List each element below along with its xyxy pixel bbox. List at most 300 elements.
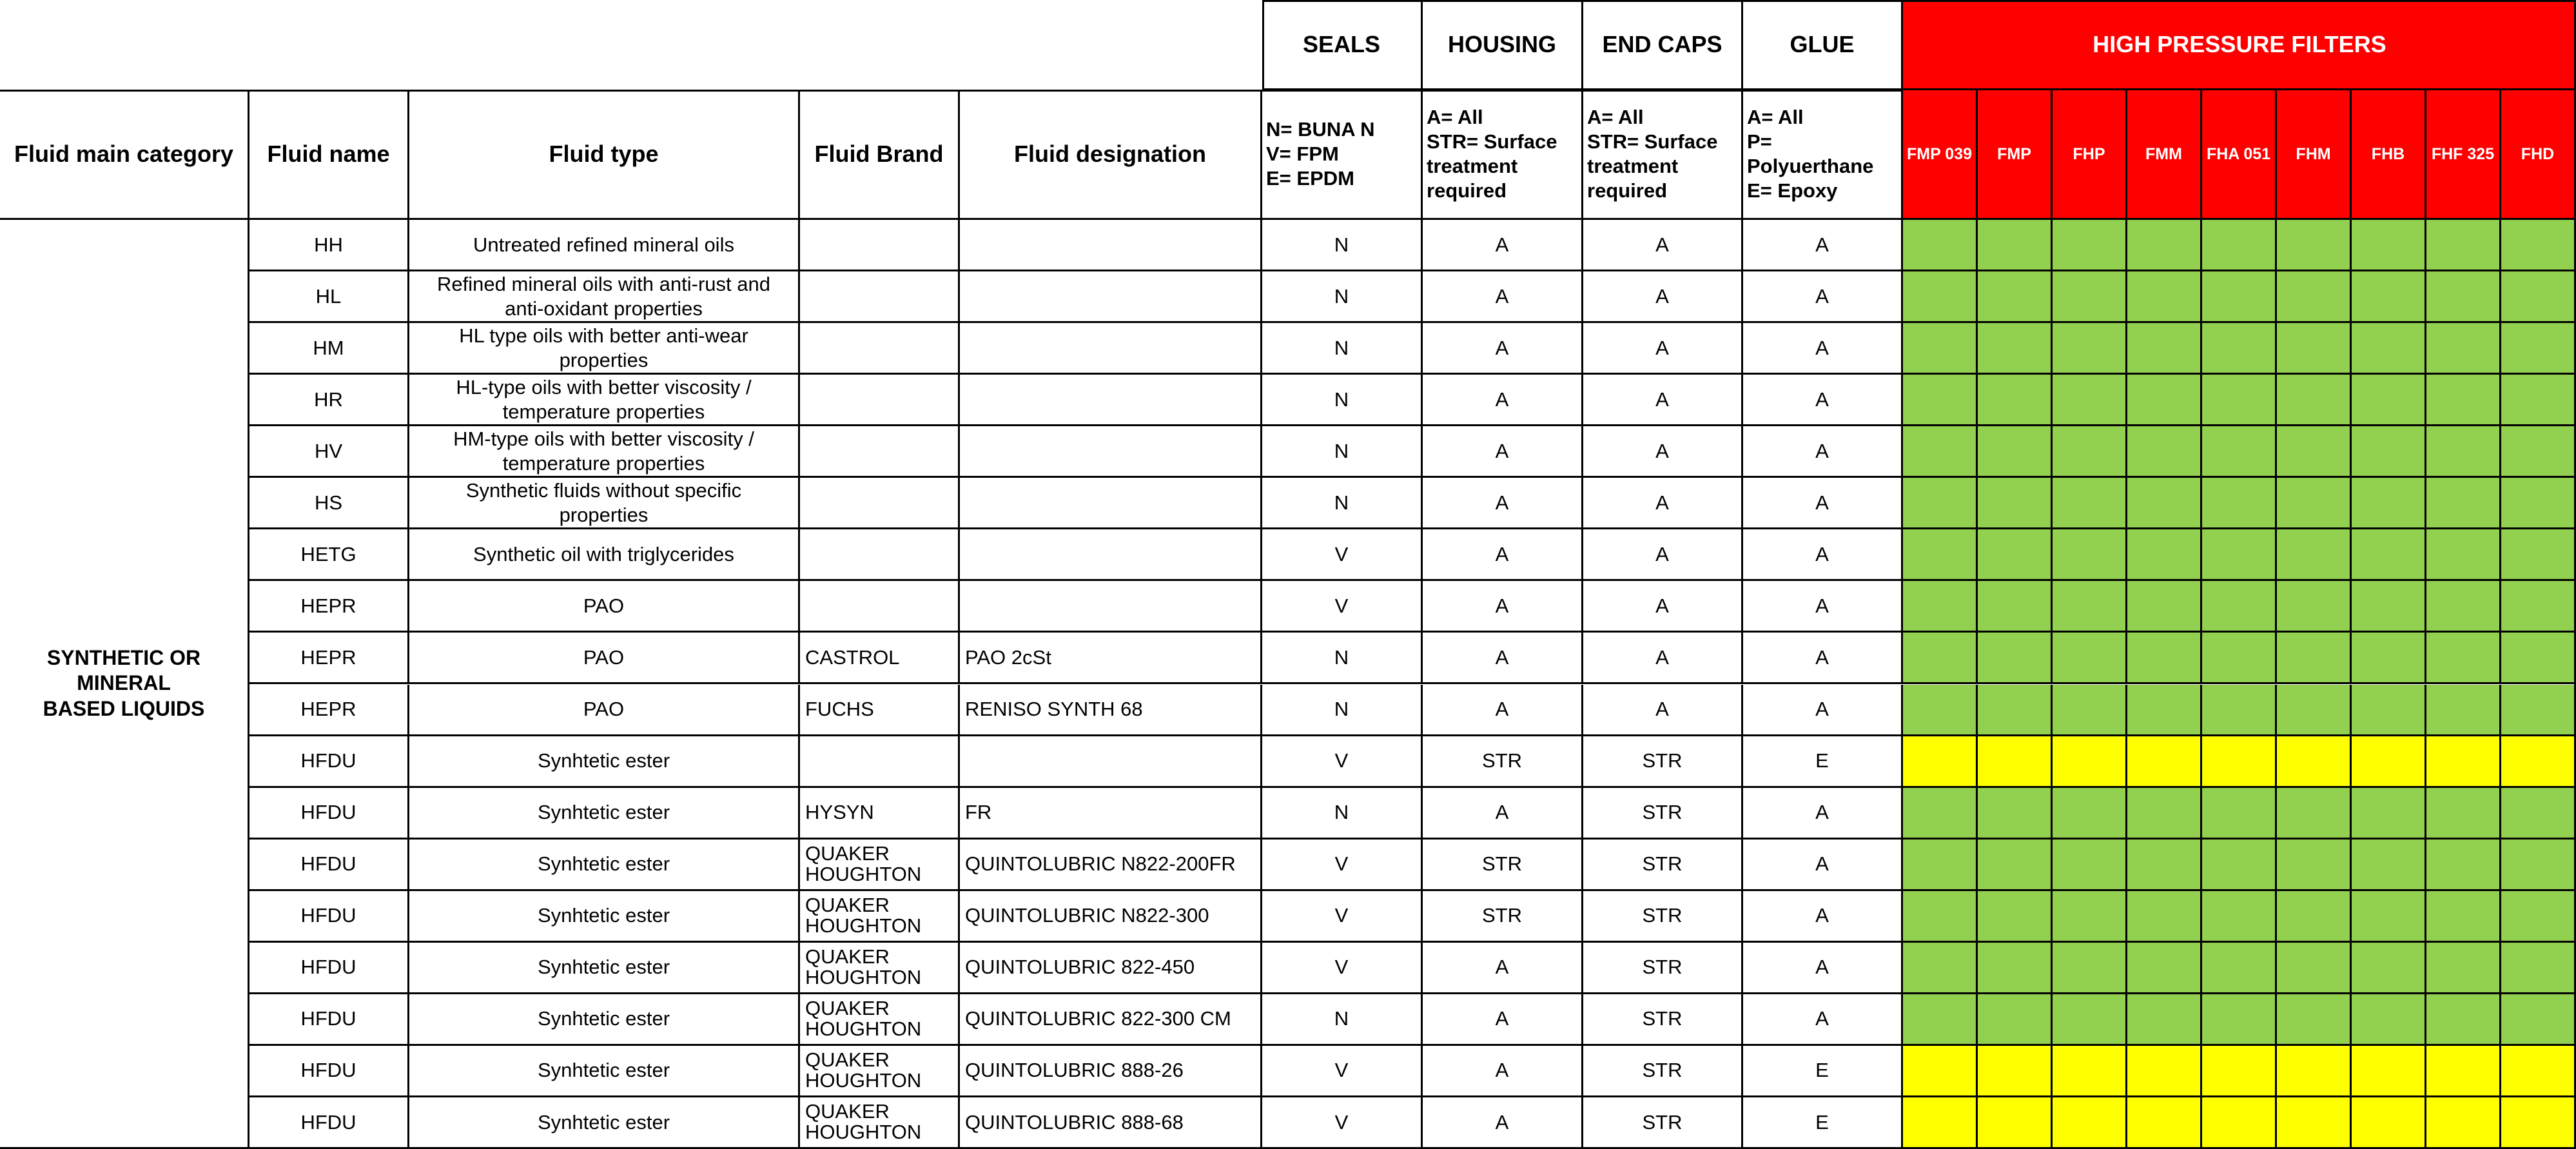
- compatibility-swatch: [2501, 323, 2576, 375]
- compatibility-swatch: [1978, 840, 2053, 891]
- compatibility-swatch: [2127, 736, 2202, 788]
- glue-cell: A: [1743, 994, 1903, 1046]
- fluid-designation-cell: QUINTOLUBRIC N822-300: [960, 891, 1262, 943]
- compatibility-swatch: [2053, 581, 2127, 633]
- end-caps-cell: STR: [1583, 994, 1743, 1046]
- compatibility-swatch: [2352, 478, 2426, 529]
- compatibility-swatch: [2053, 323, 2127, 375]
- fluid-brand-cell: QUAKER HOUGHTON: [800, 840, 960, 891]
- fluid-designation-cell: [960, 736, 1262, 788]
- compatibility-swatch: [2127, 788, 2202, 840]
- compatibility-swatch: [2127, 994, 2202, 1046]
- compatibility-swatch: [1978, 736, 2053, 788]
- compatibility-swatch: [2053, 633, 2127, 684]
- seals-cell: V: [1262, 891, 1423, 943]
- compatibility-swatch: [2277, 891, 2352, 943]
- end-caps-cell: STR: [1583, 1097, 1743, 1149]
- compatibility-swatch: [2352, 994, 2426, 1046]
- seals-header: SEALS: [1262, 0, 1423, 90]
- fluid-designation-cell: [960, 478, 1262, 529]
- seals-cell: N: [1262, 375, 1423, 426]
- compatibility-swatch: [2202, 529, 2277, 581]
- compatibility-swatch: [2352, 375, 2426, 426]
- housing-cell: A: [1423, 426, 1583, 478]
- compatibility-swatch: [1978, 478, 2053, 529]
- compatibility-swatch: [2277, 633, 2352, 684]
- seals-cell: N: [1262, 788, 1423, 840]
- compatibility-swatch: [2352, 581, 2426, 633]
- fluid-type-cell: Refined mineral oils with anti-rust and anti-oxidant properties: [409, 271, 800, 323]
- compatibility-swatch: [1978, 943, 2053, 994]
- compatibility-swatch: [2426, 375, 2501, 426]
- glue-cell: A: [1743, 375, 1903, 426]
- compatibility-swatch: [2352, 633, 2426, 684]
- compatibility-swatch: [2352, 788, 2426, 840]
- fluid-name-cell: HEPR: [249, 633, 409, 684]
- compatibility-swatch: [1903, 426, 1978, 478]
- compatibility-swatch: [2277, 788, 2352, 840]
- filter-header-fmp-039: FMP 039: [1903, 90, 1978, 220]
- compatibility-swatch: [1978, 581, 2053, 633]
- fluid-type-cell: Synhtetic ester: [409, 891, 800, 943]
- compatibility-swatch: [2277, 736, 2352, 788]
- compatibility-swatch: [2053, 529, 2127, 581]
- compatibility-swatch: [2426, 788, 2501, 840]
- fluid-designation-cell: [960, 220, 1262, 271]
- seals-cell: V: [1262, 943, 1423, 994]
- col-header-fluid-type: Fluid type: [409, 90, 800, 220]
- fluid-designation-cell: [960, 375, 1262, 426]
- housing-cell: A: [1423, 581, 1583, 633]
- compatibility-swatch: [2352, 1046, 2426, 1097]
- seals-cell: N: [1262, 220, 1423, 271]
- end-caps-cell: A: [1583, 375, 1743, 426]
- compatibility-swatch: [2426, 943, 2501, 994]
- filter-header-fmm: FMM: [2127, 90, 2202, 220]
- compatibility-swatch: [2127, 478, 2202, 529]
- fluid-designation-cell: PAO 2cSt: [960, 633, 1262, 684]
- compatibility-swatch: [2501, 943, 2576, 994]
- compatibility-swatch: [2053, 478, 2127, 529]
- compatibility-swatch: [1903, 529, 1978, 581]
- compatibility-swatch: [2127, 220, 2202, 271]
- housing-cell: A: [1423, 788, 1583, 840]
- compatibility-swatch: [2426, 840, 2501, 891]
- compatibility-swatch: [2277, 426, 2352, 478]
- compatibility-swatch: [1903, 891, 1978, 943]
- compatibility-swatch: [2127, 1097, 2202, 1149]
- end-caps-cell: STR: [1583, 840, 1743, 891]
- fluid-designation-cell: RENISO SYNTH 68: [960, 685, 1262, 736]
- compatibility-swatch: [1903, 736, 1978, 788]
- housing-cell: A: [1423, 943, 1583, 994]
- compatibility-swatch: [2202, 1097, 2277, 1149]
- fluid-name-cell: HEPR: [249, 685, 409, 736]
- compatibility-swatch: [2127, 529, 2202, 581]
- compatibility-swatch: [2202, 788, 2277, 840]
- glue-cell: A: [1743, 840, 1903, 891]
- fluid-brand-cell: [800, 375, 960, 426]
- compatibility-swatch: [2202, 840, 2277, 891]
- compatibility-swatch: [1903, 581, 1978, 633]
- filter-header-fha-051: FHA 051: [2202, 90, 2277, 220]
- glue-cell: E: [1743, 1097, 1903, 1149]
- compatibility-swatch: [2501, 426, 2576, 478]
- col-header-fluid-name: Fluid name: [249, 90, 409, 220]
- compatibility-swatch: [2501, 271, 2576, 323]
- fluid-type-cell: Synthetic oil with triglycerides: [409, 529, 800, 581]
- high-pressure-filters-header: HIGH PRESSURE FILTERS: [1903, 0, 2576, 90]
- compatibility-swatch: [2202, 581, 2277, 633]
- end-caps-cell: A: [1583, 426, 1743, 478]
- compatibility-swatch: [2053, 736, 2127, 788]
- compatibility-swatch: [2426, 529, 2501, 581]
- fluid-name-cell: HEPR: [249, 581, 409, 633]
- fluid-name-cell: HR: [249, 375, 409, 426]
- end-caps-cell: A: [1583, 478, 1743, 529]
- filter-header-fhm: FHM: [2277, 90, 2352, 220]
- glue-header: GLUE: [1743, 0, 1903, 90]
- glue-cell: A: [1743, 478, 1903, 529]
- fluid-brand-cell: HYSYN: [800, 788, 960, 840]
- compatibility-swatch: [2053, 891, 2127, 943]
- compatibility-swatch: [2277, 271, 2352, 323]
- end-caps-cell: STR: [1583, 943, 1743, 994]
- fluid-name-cell: HFDU: [249, 840, 409, 891]
- seals-legend: N= BUNA N V= FPM E= EPDM: [1262, 90, 1423, 220]
- compatibility-swatch: [2277, 375, 2352, 426]
- compatibility-swatch: [1978, 891, 2053, 943]
- compatibility-swatch: [2202, 736, 2277, 788]
- compatibility-swatch: [2501, 685, 2576, 736]
- compatibility-swatch: [2352, 685, 2426, 736]
- glue-cell: A: [1743, 891, 1903, 943]
- fluid-main-category-cell: SYNTHETIC OR MINERAL BASED LIQUIDS: [0, 220, 249, 1149]
- end-caps-cell: A: [1583, 685, 1743, 736]
- seals-cell: N: [1262, 994, 1423, 1046]
- compatibility-swatch: [2352, 323, 2426, 375]
- seals-cell: V: [1262, 1097, 1423, 1149]
- compatibility-swatch: [2352, 840, 2426, 891]
- compatibility-swatch: [2277, 1046, 2352, 1097]
- compatibility-swatch: [2352, 1097, 2426, 1149]
- compatibility-swatch: [2127, 323, 2202, 375]
- fluid-type-cell: Synhtetic ester: [409, 840, 800, 891]
- fluid-name-cell: HH: [249, 220, 409, 271]
- compatibility-swatch: [2277, 529, 2352, 581]
- compatibility-swatch: [2501, 788, 2576, 840]
- compatibility-swatch: [2202, 943, 2277, 994]
- compatibility-swatch: [2202, 271, 2277, 323]
- housing-legend: A= All STR= Surface treatment required: [1423, 90, 1583, 220]
- glue-cell: A: [1743, 529, 1903, 581]
- housing-cell: STR: [1423, 891, 1583, 943]
- fluid-designation-cell: QUINTOLUBRIC 822-300 CM: [960, 994, 1262, 1046]
- fluid-name-cell: HFDU: [249, 891, 409, 943]
- housing-cell: A: [1423, 478, 1583, 529]
- compatibility-swatch: [2352, 220, 2426, 271]
- fluid-type-cell: PAO: [409, 581, 800, 633]
- compatibility-swatch: [2202, 478, 2277, 529]
- compatibility-swatch: [2426, 323, 2501, 375]
- seals-cell: V: [1262, 529, 1423, 581]
- compatibility-swatch: [2501, 633, 2576, 684]
- fluid-brand-cell: QUAKER HOUGHTON: [800, 943, 960, 994]
- glue-cell: A: [1743, 271, 1903, 323]
- housing-cell: A: [1423, 375, 1583, 426]
- compatibility-swatch: [2053, 994, 2127, 1046]
- col-header-fluid-designation: Fluid designation: [960, 90, 1262, 220]
- compatibility-swatch: [2277, 943, 2352, 994]
- glue-cell: A: [1743, 943, 1903, 994]
- housing-cell: A: [1423, 220, 1583, 271]
- compatibility-swatch: [2277, 1097, 2352, 1149]
- compatibility-swatch: [1978, 375, 2053, 426]
- compatibility-swatch: [2352, 426, 2426, 478]
- fluid-type-cell: PAO: [409, 633, 800, 684]
- fluid-designation-cell: [960, 271, 1262, 323]
- housing-cell: A: [1423, 685, 1583, 736]
- compatibility-swatch: [2426, 271, 2501, 323]
- compatibility-swatch: [2426, 633, 2501, 684]
- compatibility-swatch: [2501, 891, 2576, 943]
- housing-cell: A: [1423, 323, 1583, 375]
- compatibility-swatch: [2202, 426, 2277, 478]
- compatibility-swatch: [1903, 220, 1978, 271]
- compatibility-swatch: [1978, 529, 2053, 581]
- fluid-name-cell: HS: [249, 478, 409, 529]
- compatibility-swatch: [2127, 891, 2202, 943]
- housing-header: HOUSING: [1423, 0, 1583, 90]
- compatibility-swatch: [2053, 788, 2127, 840]
- compatibility-swatch: [1903, 788, 1978, 840]
- fluid-designation-cell: QUINTOLUBRIC N822-200FR: [960, 840, 1262, 891]
- fluid-type-cell: HL-type oils with better viscosity / temperature properties: [409, 375, 800, 426]
- housing-cell: A: [1423, 994, 1583, 1046]
- glue-cell: A: [1743, 788, 1903, 840]
- fluid-designation-cell: QUINTOLUBRIC 888-68: [960, 1097, 1262, 1149]
- compatibility-swatch: [2202, 685, 2277, 736]
- compatibility-swatch: [1903, 840, 1978, 891]
- compatibility-swatch: [2277, 994, 2352, 1046]
- compatibility-swatch: [1903, 994, 1978, 1046]
- compatibility-swatch: [2202, 891, 2277, 943]
- fluid-name-cell: HFDU: [249, 788, 409, 840]
- compatibility-swatch: [2127, 581, 2202, 633]
- end-caps-cell: A: [1583, 271, 1743, 323]
- fluid-brand-cell: FUCHS: [800, 685, 960, 736]
- fluid-brand-cell: QUAKER HOUGHTON: [800, 1097, 960, 1149]
- compatibility-swatch: [2127, 271, 2202, 323]
- housing-cell: STR: [1423, 840, 1583, 891]
- compatibility-swatch: [2501, 736, 2576, 788]
- fluid-designation-cell: [960, 323, 1262, 375]
- compatibility-swatch: [2053, 685, 2127, 736]
- compatibility-swatch: [1978, 994, 2053, 1046]
- compatibility-swatch: [2501, 994, 2576, 1046]
- end-caps-legend: A= All STR= Surface treatment required: [1583, 90, 1743, 220]
- compatibility-swatch: [2053, 375, 2127, 426]
- compatibility-swatch: [2426, 478, 2501, 529]
- compatibility-swatch: [2501, 581, 2576, 633]
- compatibility-swatch: [2352, 271, 2426, 323]
- compatibility-swatch: [1903, 478, 1978, 529]
- fluid-type-cell: HL type oils with better anti-wear properties: [409, 323, 800, 375]
- housing-cell: A: [1423, 271, 1583, 323]
- compatibility-swatch: [2352, 736, 2426, 788]
- fluid-designation-cell: [960, 426, 1262, 478]
- fluid-brand-cell: [800, 581, 960, 633]
- frame-left-line: [1262, 0, 1264, 90]
- compatibility-swatch: [2501, 840, 2576, 891]
- seals-cell: N: [1262, 426, 1423, 478]
- compatibility-swatch: [1978, 685, 2053, 736]
- compatibility-swatch: [2053, 271, 2127, 323]
- seals-cell: N: [1262, 685, 1423, 736]
- compatibility-swatch: [2426, 426, 2501, 478]
- housing-cell: A: [1423, 1046, 1583, 1097]
- glue-cell: A: [1743, 685, 1903, 736]
- compatibility-swatch: [2501, 220, 2576, 271]
- seals-cell: V: [1262, 581, 1423, 633]
- end-caps-cell: A: [1583, 220, 1743, 271]
- compatibility-swatch: [2127, 1046, 2202, 1097]
- compatibility-swatch: [2127, 685, 2202, 736]
- fluid-name-cell: HL: [249, 271, 409, 323]
- compatibility-swatch: [2277, 323, 2352, 375]
- compatibility-swatch: [1978, 1097, 2053, 1149]
- compatibility-swatch: [2053, 220, 2127, 271]
- compatibility-swatch: [2127, 375, 2202, 426]
- compatibility-swatch: [2501, 529, 2576, 581]
- fluid-brand-cell: [800, 271, 960, 323]
- seals-cell: V: [1262, 1046, 1423, 1097]
- fluid-type-cell: Synhtetic ester: [409, 1046, 800, 1097]
- end-caps-cell: STR: [1583, 736, 1743, 788]
- compatibility-swatch: [1978, 271, 2053, 323]
- compatibility-swatch: [2202, 375, 2277, 426]
- fluid-designation-cell: QUINTOLUBRIC 888-26: [960, 1046, 1262, 1097]
- compatibility-swatch: [2426, 581, 2501, 633]
- glue-legend: A= All P= Polyuerthane E= Epoxy: [1743, 90, 1903, 220]
- fluid-type-cell: PAO: [409, 685, 800, 736]
- fluid-brand-cell: [800, 736, 960, 788]
- compatibility-swatch: [2202, 323, 2277, 375]
- compatibility-swatch: [2053, 943, 2127, 994]
- fluid-brand-cell: [800, 220, 960, 271]
- compatibility-swatch: [2202, 633, 2277, 684]
- glue-cell: E: [1743, 1046, 1903, 1097]
- seals-cell: N: [1262, 478, 1423, 529]
- compatibility-swatch: [2426, 891, 2501, 943]
- fluid-name-cell: HV: [249, 426, 409, 478]
- fluid-brand-cell: QUAKER HOUGHTON: [800, 891, 960, 943]
- end-caps-cell: A: [1583, 529, 1743, 581]
- seals-cell: N: [1262, 633, 1423, 684]
- fluid-designation-cell: FR: [960, 788, 1262, 840]
- fluid-designation-cell: [960, 581, 1262, 633]
- fluid-type-cell: HM-type oils with better viscosity / temperature properties: [409, 426, 800, 478]
- compatibility-swatch: [2501, 1097, 2576, 1149]
- compatibility-swatch: [1903, 1046, 1978, 1097]
- fluid-type-cell: Synhtetic ester: [409, 943, 800, 994]
- compatibility-swatch: [1903, 271, 1978, 323]
- housing-cell: A: [1423, 529, 1583, 581]
- compatibility-swatch: [1903, 943, 1978, 994]
- compatibility-swatch: [2053, 1046, 2127, 1097]
- glue-cell: A: [1743, 220, 1903, 271]
- compatibility-swatch: [1903, 685, 1978, 736]
- end-caps-cell: STR: [1583, 891, 1743, 943]
- compatibility-swatch: [2277, 685, 2352, 736]
- compatibility-swatch: [2277, 220, 2352, 271]
- fluid-name-cell: HETG: [249, 529, 409, 581]
- compatibility-swatch: [2426, 220, 2501, 271]
- fluid-name-cell: HFDU: [249, 994, 409, 1046]
- compatibility-swatch: [2053, 840, 2127, 891]
- housing-cell: STR: [1423, 736, 1583, 788]
- compatibility-swatch: [1903, 1097, 1978, 1149]
- col-header-fluid-main-category: Fluid main category: [0, 90, 249, 220]
- compatibility-swatch: [1903, 323, 1978, 375]
- fluid-name-cell: HFDU: [249, 1046, 409, 1097]
- end-caps-cell: STR: [1583, 1046, 1743, 1097]
- filter-header-fhd: FHD: [2501, 90, 2576, 220]
- fluid-type-cell: Synhtetic ester: [409, 736, 800, 788]
- fluid-brand-cell: [800, 323, 960, 375]
- compatibility-swatch: [1978, 788, 2053, 840]
- end-caps-cell: A: [1583, 323, 1743, 375]
- glue-cell: E: [1743, 736, 1903, 788]
- fluid-type-cell: Synhtetic ester: [409, 994, 800, 1046]
- glue-cell: A: [1743, 426, 1903, 478]
- compatibility-swatch: [2501, 1046, 2576, 1097]
- fluid-brand-cell: QUAKER HOUGHTON: [800, 994, 960, 1046]
- glue-cell: A: [1743, 323, 1903, 375]
- compatibility-swatch: [2202, 220, 2277, 271]
- fluid-name-cell: HM: [249, 323, 409, 375]
- seals-cell: N: [1262, 323, 1423, 375]
- housing-cell: A: [1423, 633, 1583, 684]
- compatibility-swatch: [1978, 220, 2053, 271]
- compatibility-swatch: [2426, 1046, 2501, 1097]
- seals-cell: V: [1262, 736, 1423, 788]
- compatibility-swatch: [2352, 529, 2426, 581]
- compatibility-swatch: [1978, 633, 2053, 684]
- compatibility-swatch: [2426, 685, 2501, 736]
- compatibility-swatch: [2127, 943, 2202, 994]
- fluid-brand-cell: [800, 426, 960, 478]
- fluid-brand-cell: CASTROL: [800, 633, 960, 684]
- compatibility-swatch: [2501, 478, 2576, 529]
- col-header-fluid-brand: Fluid Brand: [800, 90, 960, 220]
- frame-top-line: [1262, 0, 2576, 2]
- compatibility-swatch: [2127, 840, 2202, 891]
- glue-cell: A: [1743, 581, 1903, 633]
- compatibility-swatch: [2352, 891, 2426, 943]
- compatibility-swatch: [2127, 426, 2202, 478]
- compatibility-swatch: [2277, 840, 2352, 891]
- compatibility-swatch: [1978, 323, 2053, 375]
- fluid-name-cell: HFDU: [249, 736, 409, 788]
- filter-header-fhp: FHP: [2053, 90, 2127, 220]
- fluid-name-cell: HFDU: [249, 943, 409, 994]
- fluid-type-cell: Synhtetic ester: [409, 1097, 800, 1149]
- compatibility-swatch: [2277, 478, 2352, 529]
- fluid-type-cell: Untreated refined mineral oils: [409, 220, 800, 271]
- compatibility-swatch: [1903, 375, 1978, 426]
- compatibility-swatch: [2426, 1097, 2501, 1149]
